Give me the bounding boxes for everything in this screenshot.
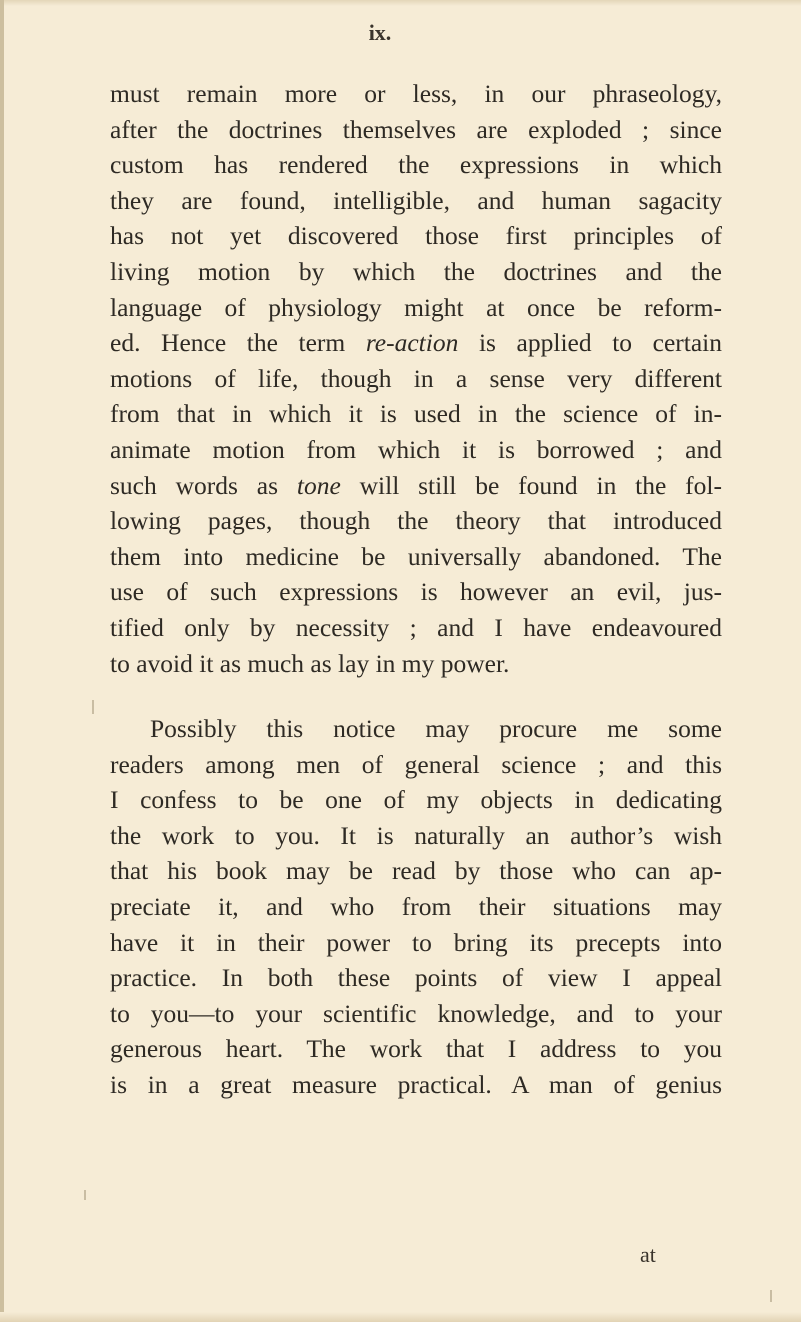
text-line: use of such expressions is however an evil, jus- xyxy=(110,577,722,607)
text-line-with-italic xyxy=(110,468,722,504)
paragraph-gap xyxy=(110,681,722,711)
body-text xyxy=(110,76,722,1103)
paper-speck xyxy=(770,1290,772,1302)
text-line: after the doctrines themselves are exploded ; since xyxy=(110,114,722,144)
text-line: animate motion from which it is borrowed ; and xyxy=(110,434,722,464)
text-line: readers among men of general science ; and this xyxy=(110,749,722,779)
text-line: they are found, intelligible, and human sagacity xyxy=(110,185,722,215)
paper-speck xyxy=(84,1190,86,1200)
text-line: that his book may be read by those who can ap- xyxy=(110,856,722,886)
page-top-edge xyxy=(0,0,801,6)
paper-speck xyxy=(92,700,94,714)
text-segment: will still be found in the fol- xyxy=(340,470,722,500)
text-line: have it in their power to bring its precepts into xyxy=(110,927,722,957)
text-line: to you—to your scientific knowledge, and to your xyxy=(110,998,722,1028)
text-line: motions of life, though in a sense very different xyxy=(110,363,722,393)
text-line: tified only by necessity ; and I have endeavoured xyxy=(110,612,722,642)
text-segment: ed. Hence the term xyxy=(110,328,366,358)
text-line: from that in which it is used in the science of in- xyxy=(110,399,722,429)
text-line: them into medicine be universally abandoned. The xyxy=(110,541,722,571)
text-line: the work to you. It is naturally an author’s wish xyxy=(110,820,722,850)
text-line: I confess to be one of my objects in dedicating xyxy=(110,785,722,815)
text-line: living motion by which the doctrines and the xyxy=(110,256,722,286)
text-line: language of physiology might at once be reform- xyxy=(110,292,722,322)
page-number: ix. xyxy=(368,20,392,45)
paragraph-2 xyxy=(110,711,722,1103)
text-line: practice. In both these points of view I appeal xyxy=(110,963,722,993)
text-line: must remain more or less, in our phraseology, xyxy=(110,79,722,108)
text-line: has not yet discovered those first principles of xyxy=(110,221,722,251)
page-bottom-edge xyxy=(0,1312,801,1322)
paragraph-1 xyxy=(110,76,722,681)
page-left-edge xyxy=(0,0,4,1322)
italic-term-reaction: re-action xyxy=(365,328,459,358)
text-line: Possibly this notice may procure me some xyxy=(150,714,722,744)
text-line: lowing pages, though the theory that introduced xyxy=(110,506,722,536)
text-line: is in a great measure practical. A man of genius xyxy=(110,1070,722,1100)
text-line-with-italic xyxy=(110,325,722,361)
text-line: preciate it, and who from their situations may xyxy=(110,892,722,922)
text-line: generous heart. The work that I address to you xyxy=(110,1034,722,1064)
text-segment: such words as xyxy=(110,470,297,500)
text-line: to avoid it as much as lay in my power. xyxy=(110,648,510,678)
text-segment: is applied to certain xyxy=(458,328,722,358)
italic-term-tone: tone xyxy=(296,470,341,500)
text-line: custom has rendered the expressions in which xyxy=(110,150,722,180)
catchword: at xyxy=(640,1242,656,1267)
